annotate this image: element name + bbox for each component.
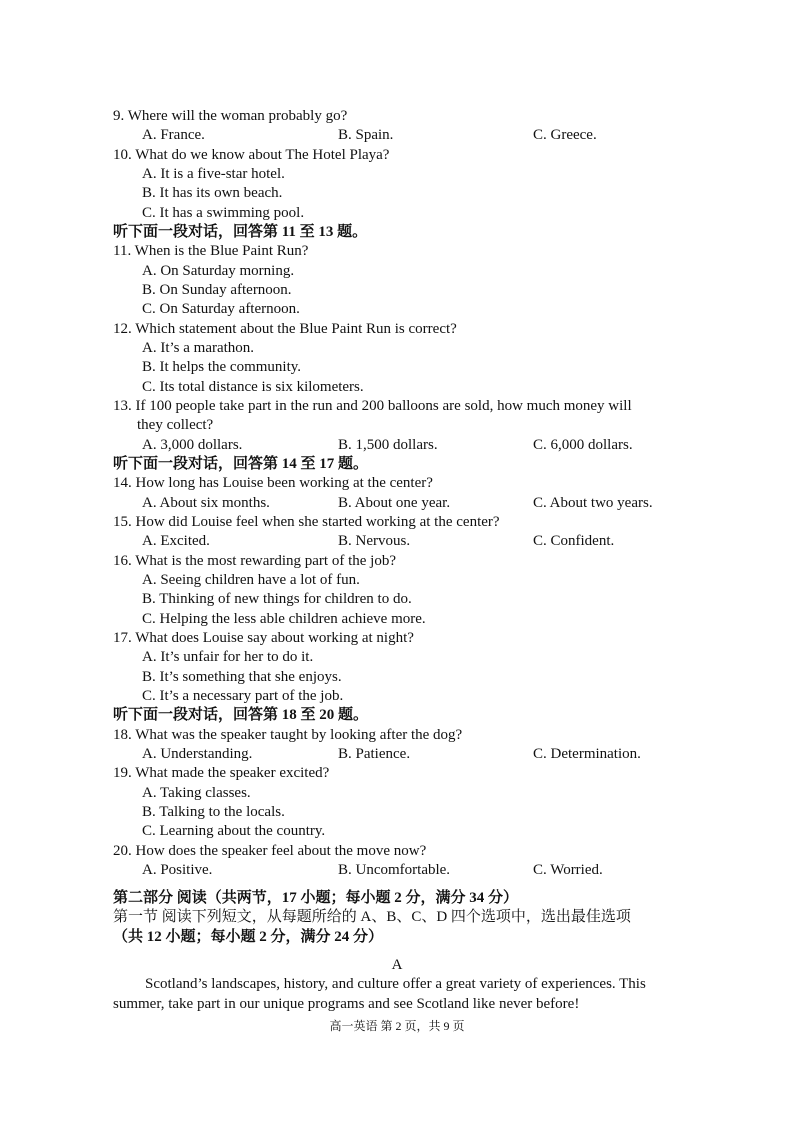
question-14-option-a: A. About six months. bbox=[142, 495, 270, 511]
section-header-14-17: 听下面一段对话，回答第 14 至 17 题。 bbox=[113, 456, 369, 472]
question-14-option-c: C. About two years. bbox=[533, 495, 653, 511]
section-header-18-20: 听下面一段对话，回答第 18 至 20 题。 bbox=[113, 707, 369, 723]
question-15-option-b: B. Nervous. bbox=[338, 533, 411, 549]
question-16-option-b: B. Thinking of new things for children to do. bbox=[142, 591, 412, 607]
question-19-stem: 19. What made the speaker excited? bbox=[113, 765, 330, 781]
part-2-section-1-instruction: 第一节 阅读下列短文，从每题所给的 A、B、C、D 四个选项中，选出最佳选项 bbox=[113, 909, 631, 925]
question-9-option-c: C. Greece. bbox=[533, 127, 597, 143]
question-9-stem: 9. Where will the woman probably go? bbox=[113, 108, 348, 124]
question-11-option-b: B. On Sunday afternoon. bbox=[142, 282, 292, 298]
part-2-header: 第二部分 阅读（共两节，17 小题；每小题 2 分，满分 34 分） bbox=[113, 890, 519, 906]
question-11-stem: 11. When is the Blue Paint Run? bbox=[113, 243, 309, 259]
question-10-stem: 10. What do we know about The Hotel Playa? bbox=[113, 147, 390, 163]
passage-text-line-2: summer, take part in our unique programs and see Scotland like never before! bbox=[113, 996, 580, 1012]
passage-text-line-1: Scotland’s landscapes, history, and culture offer a great variety of experiences. This bbox=[145, 976, 646, 992]
question-16-stem: 16. What is the most rewarding part of the job? bbox=[113, 553, 396, 569]
question-12-option-b: B. It helps the community. bbox=[142, 359, 302, 375]
question-10-option-c: C. It has a swimming pool. bbox=[142, 205, 305, 221]
passage-label: A bbox=[391, 957, 403, 973]
question-9-option-b: B. Spain. bbox=[338, 127, 394, 143]
question-16-option-a: A. Seeing children have a lot of fun. bbox=[142, 572, 360, 588]
question-10-option-a: A. It is a five-star hotel. bbox=[142, 166, 285, 182]
question-9-option-a: A. France. bbox=[142, 127, 205, 143]
question-19-option-c: C. Learning about the country. bbox=[142, 823, 326, 839]
question-14-option-b: B. About one year. bbox=[338, 495, 451, 511]
question-19-option-b: B. Talking to the locals. bbox=[142, 804, 285, 820]
question-17-option-b: B. It’s something that she enjoys. bbox=[142, 669, 342, 685]
question-17-option-c: C. It’s a necessary part of the job. bbox=[142, 688, 344, 704]
question-11-option-a: A. On Saturday morning. bbox=[142, 263, 295, 279]
question-12-stem: 12. Which statement about the Blue Paint Run is correct? bbox=[113, 321, 457, 337]
question-15-option-a: A. Excited. bbox=[142, 533, 210, 549]
question-13-option-c: C. 6,000 dollars. bbox=[533, 437, 633, 453]
question-13-option-a: A. 3,000 dollars. bbox=[142, 437, 243, 453]
question-18-stem: 18. What was the speaker taught by looking after the dog? bbox=[113, 727, 463, 743]
question-13-option-b: B. 1,500 dollars. bbox=[338, 437, 438, 453]
question-18-option-a: A. Understanding. bbox=[142, 746, 253, 762]
question-13-stem: 13. If 100 people take part in the run and 200 balloons are sold, how much money will bbox=[113, 398, 632, 414]
part-2-section-1-scoring: （共 12 小题；每小题 2 分，满分 24 分） bbox=[113, 929, 384, 945]
question-15-option-c: C. Confident. bbox=[533, 533, 615, 549]
question-16-option-c: C. Helping the less able children achieve more. bbox=[142, 611, 426, 627]
question-13-stem-continued: they collect? bbox=[137, 417, 214, 433]
question-12-option-a: A. It’s a marathon. bbox=[142, 340, 255, 356]
question-14-stem: 14. How long has Louise been working at the center? bbox=[113, 475, 433, 491]
question-19-option-a: A. Taking classes. bbox=[142, 785, 251, 801]
question-18-option-c: C. Determination. bbox=[533, 746, 641, 762]
question-17-option-a: A. It’s unfair for her to do it. bbox=[142, 649, 314, 665]
question-11-option-c: C. On Saturday afternoon. bbox=[142, 301, 300, 317]
question-10-option-b: B. It has its own beach. bbox=[142, 185, 283, 201]
page-footer: 高一英语 第 2 页，共 9 页 bbox=[329, 1019, 465, 1033]
section-header-11-13: 听下面一段对话，回答第 11 至 13 题。 bbox=[113, 224, 368, 240]
question-20-option-c: C. Worried. bbox=[533, 862, 603, 878]
question-15-stem: 15. How did Louise feel when she started working at the center? bbox=[113, 514, 500, 530]
question-20-stem: 20. How does the speaker feel about the move now? bbox=[113, 843, 427, 859]
question-18-option-b: B. Patience. bbox=[338, 746, 411, 762]
question-20-option-b: B. Uncomfortable. bbox=[338, 862, 451, 878]
question-12-option-c: C. Its total distance is six kilometers. bbox=[142, 379, 364, 395]
question-20-option-a: A. Positive. bbox=[142, 862, 213, 878]
question-17-stem: 17. What does Louise say about working at night? bbox=[113, 630, 414, 646]
